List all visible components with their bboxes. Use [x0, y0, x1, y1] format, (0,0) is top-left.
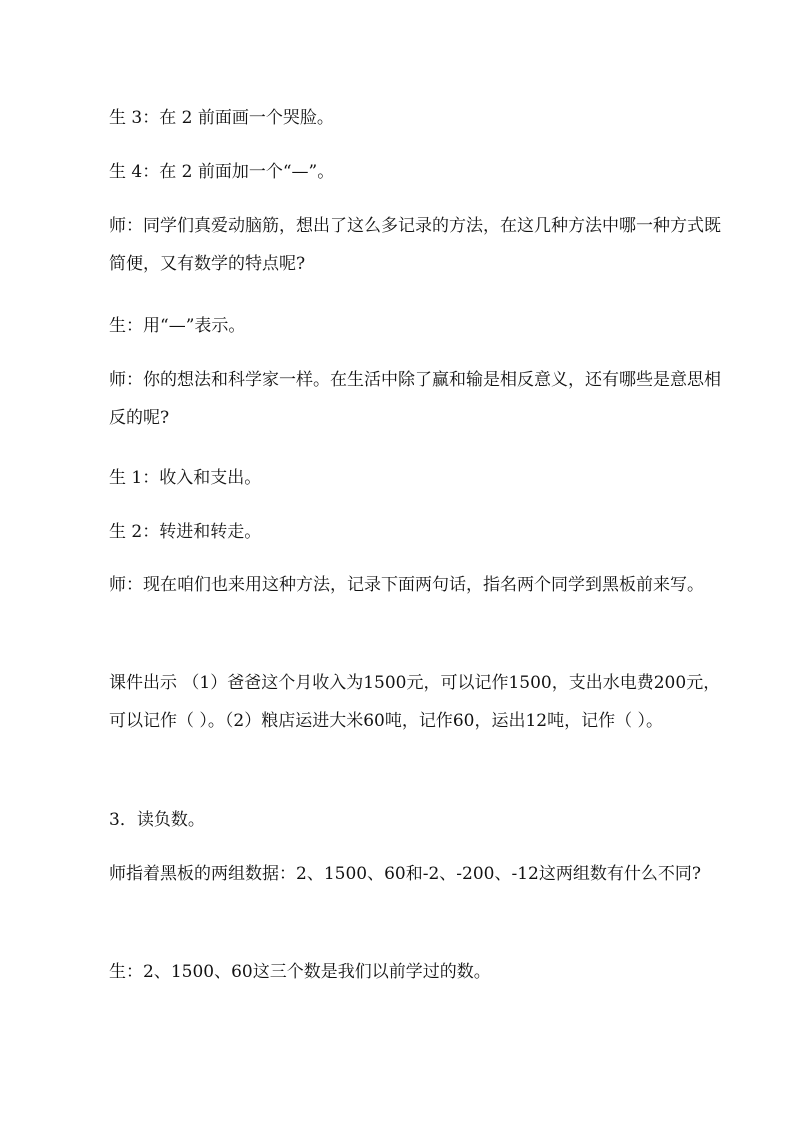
paragraph-5: 师：你的想法和科学家一样。在生活中除了赢和输是相反意义，还有哪些是意思相反的呢?: [109, 370, 721, 428]
paragraph-4: 生：用“—”表示。: [109, 316, 246, 336]
paragraph-1: 生 3：在 2 前面画一个哭脸。: [109, 108, 334, 128]
paragraph-8: 师：现在咱们也来用这种方法，记录下面两句话，指名两个同学到黑板前来写。: [109, 575, 704, 595]
paragraph-2: 生 4：在 2 前面加一个“—”。: [109, 162, 335, 182]
paragraph-7: 生 2：转进和转走。: [109, 522, 262, 542]
paragraph-11: 师指着黑板的两组数据：2、1500、60和-2、-200、-12这两组数有什么不同?: [109, 864, 701, 884]
paragraph-6: 生 1：收入和支出。: [109, 468, 262, 488]
paragraph-3: 师：同学们真爱动脑筋，想出了这么多记录的方法，在这几种方法中哪一种方式既简便，又有数学的特点呢?: [109, 216, 721, 274]
paragraph-10: 3．读负数。: [109, 810, 205, 830]
paragraph-12: 生：2、1500、60这三个数是我们以前学过的数。: [109, 962, 491, 982]
paragraph-9: 课件出示 （1）爸爸这个月收入为1500元，可以记作1500，支出水电费200元，可以记作（ ）。（2）粮店运进大米60吨，记作60，运出12吨，记作（ ）。: [109, 673, 721, 731]
